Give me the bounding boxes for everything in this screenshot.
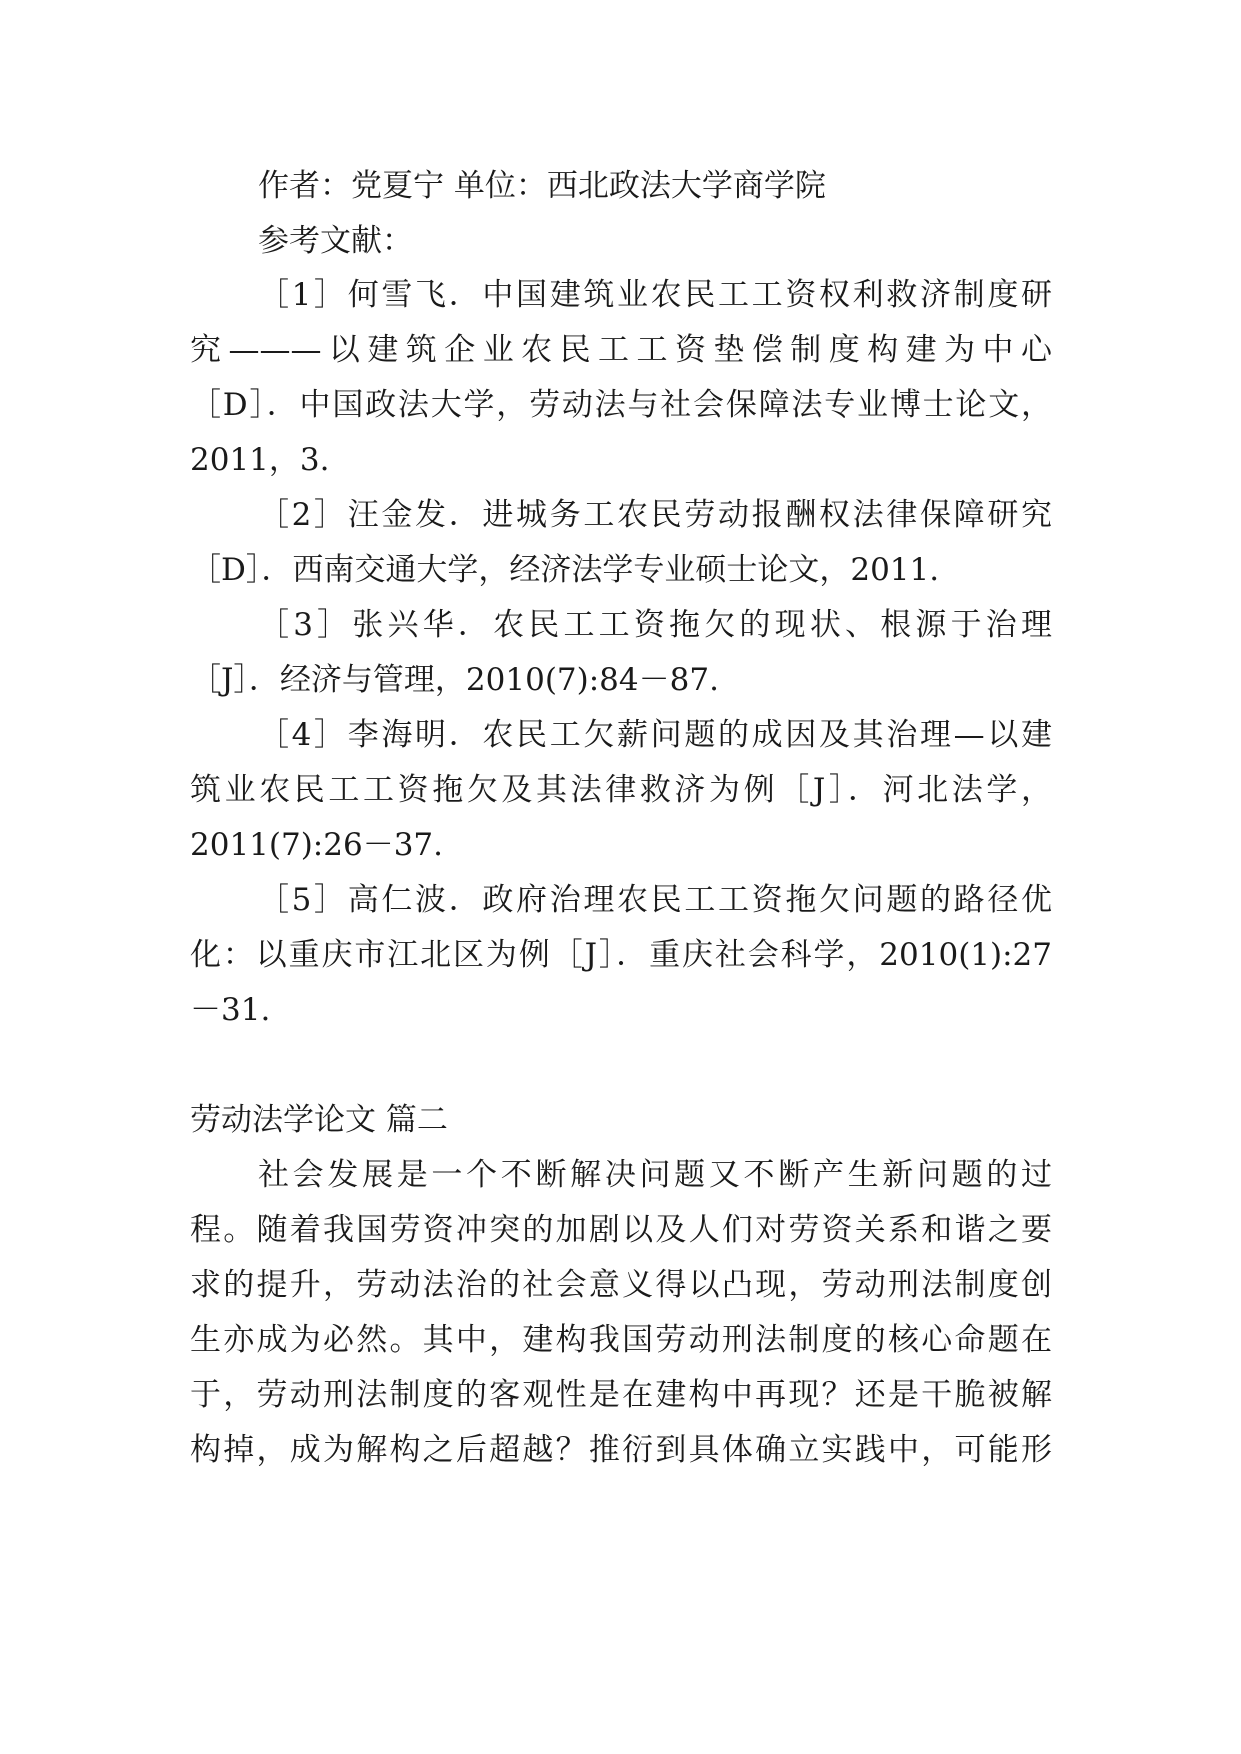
reference-5-line-2: 化：以重庆市江北区为例［J］．重庆社会科学，2010(1):27 xyxy=(190,937,1052,973)
reference-3-line-2: ［J］．经济与管理，2010(7):84－87. xyxy=(190,662,719,698)
reference-5-line-3: －31. xyxy=(190,992,271,1028)
reference-3-line-1: ［3］张兴华．农民工工资拖欠的现状、根源于治理 xyxy=(258,607,1052,643)
reference-5-line-1: ［5］高仁波．政府治理农民工工资拖欠问题的路径优 xyxy=(258,882,1052,918)
reference-1-line-3: ［D］．中国政法大学，劳动法与社会保障法专业博士论文， xyxy=(190,387,1052,423)
body-line-1: 社会发展是一个不断解决问题又不断产生新问题的过 xyxy=(258,1157,1052,1193)
body-line-3: 求的提升，劳动法治的社会意义得以凸现，劳动刑法制度创 xyxy=(190,1267,1052,1303)
reference-2-line-2: ［D］．西南交通大学，经济法学专业硕士论文，2011. xyxy=(190,552,940,588)
body-line-4: 生亦成为必然。其中，建构我国劳动刑法制度的核心命题在 xyxy=(190,1322,1052,1358)
reference-1-line-1: ［1］何雪飞．中国建筑业农民工工资权利救济制度研 xyxy=(258,277,1052,313)
reference-4-line-1: ［4］李海明．农民工欠薪问题的成因及其治理—以建 xyxy=(258,717,1052,753)
reference-4-line-3: 2011(7):26－37. xyxy=(190,827,443,863)
reference-4-line-2: 筑业农民工工资拖欠及其法律救济为例［J］．河北法学， xyxy=(190,772,1052,808)
body-line-5: 于，劳动刑法制度的客观性是在建构中再现？还是干脆被解 xyxy=(190,1377,1052,1413)
references-heading: 参考文献： xyxy=(258,223,413,259)
reference-1-line-2: 究———以建筑企业农民工工资垫偿制度构建为中心 xyxy=(190,332,1052,368)
author-line: 作者：党夏宁 单位：西北政法大学商学院 xyxy=(258,168,826,204)
reference-1-line-4: 2011，3. xyxy=(190,442,330,478)
section-title: 劳动法学论文 篇二 xyxy=(190,1102,448,1138)
body-line-2: 程。随着我国劳资冲突的加剧以及人们对劳资关系和谐之要 xyxy=(190,1212,1052,1248)
body-line-6: 构掉，成为解构之后超越？推衍到具体确立实践中，可能形 xyxy=(190,1432,1052,1468)
reference-2-line-1: ［2］汪金发．进城务工农民劳动报酬权法律保障研究 xyxy=(258,497,1052,533)
